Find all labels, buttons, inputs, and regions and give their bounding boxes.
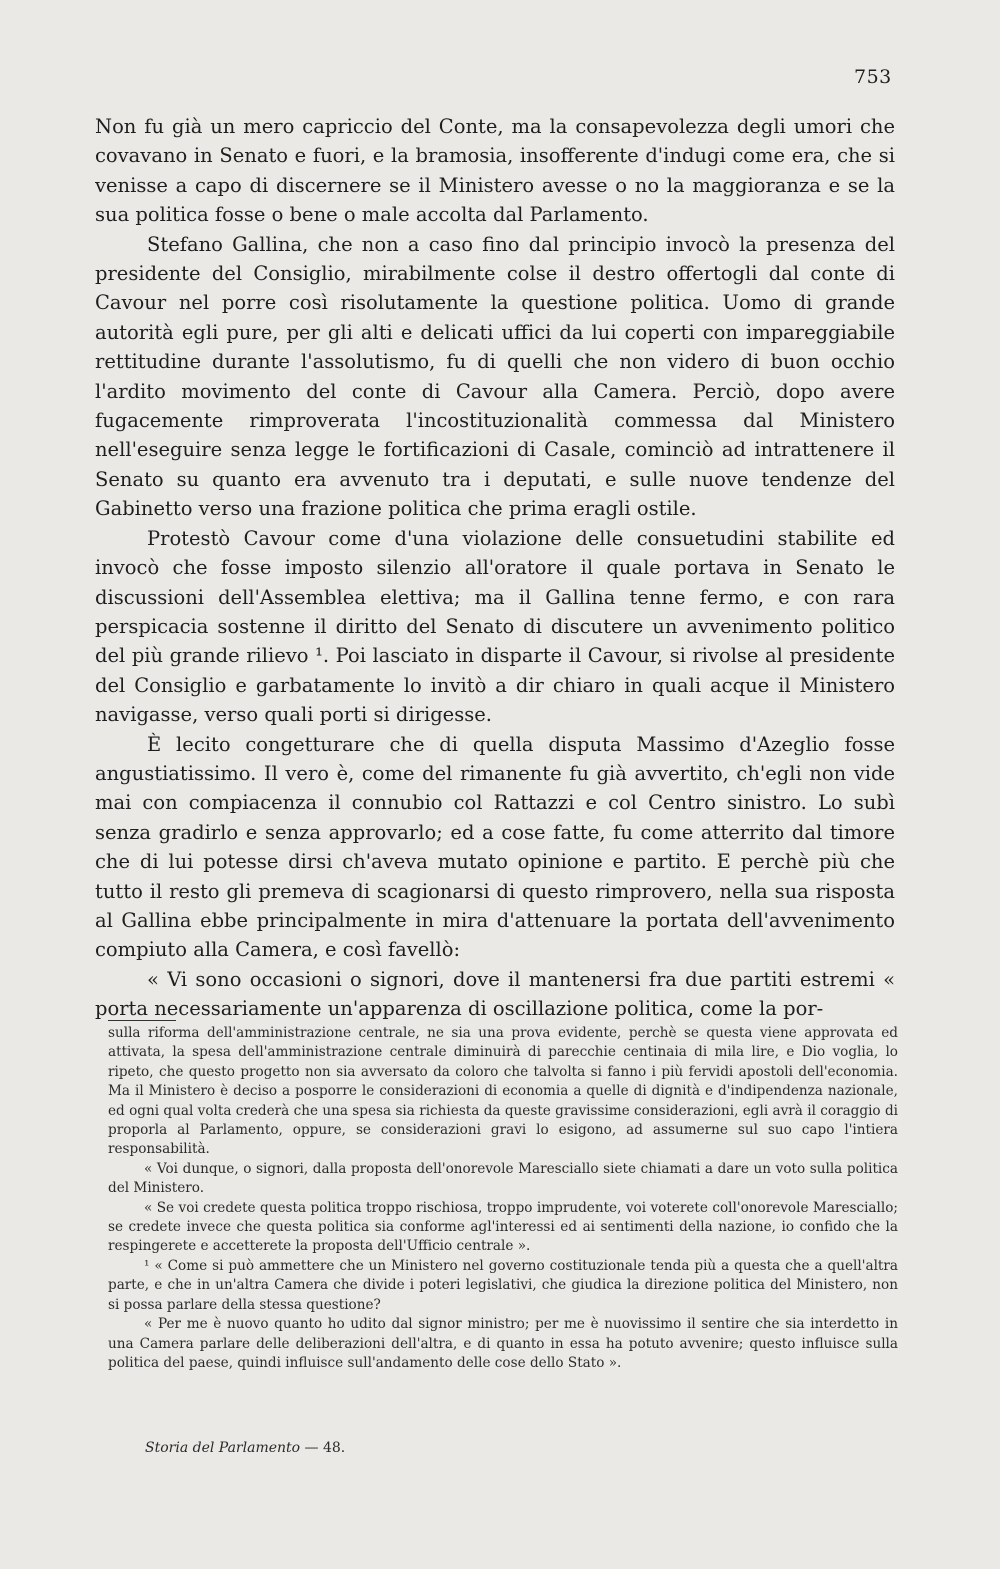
main-paragraph: Stefano Gallina, che non a caso fino dal principio invocò la presenza del presidente del Consiglio, mirabilmente colse il destro offertogli dal conte di Cavour nel porre così risolutamente la questione politica. Uomo di grande autorità egli pure, per gli alti e delicati uffici da lui coperti con impareggiabile rettitudine durante l'assolutismo, fu di quelli che non videro di buon occhio l'ardito movimento del conte di Cavour alla Camera. Perciò, dopo avere fugacemente rimproverata l'incostituzionalità commessa dal Ministero nell'eseguire senza legge le fortificazioni di Casale, cominciò ad intrattenere il Senato su quanto era avvenuto tra i deputati, e sulle nuove tendenze del Gabinetto verso una frazione politica che prima eragli ostile. <box>95 232 895 521</box>
footnote-paragraph: « Se voi credete questa politica troppo rischiosa, troppo imprudente, voi voterete coll'onorevole Maresciallo; se credete invece che questa politica sia conforme agl'interessi ed ai sentimenti della nazione, io confido che la respingerete e accetterete la proposta dell'Ufficio centrale ». <box>108 1199 898 1255</box>
footnote-separator <box>108 1020 176 1021</box>
signature-title: Storia del Parlamento <box>145 1440 301 1456</box>
page-number: 753 <box>854 66 892 88</box>
footnote-paragraph: sulla riforma dell'amministrazione centrale, ne sia una prova evidente, perchè se questa viene approvata ed attivata, la spesa dell'amministrazione centrale diminuirà di parecchie centinaia di mila lire, e Dio voglia, lo ripeto, che questo progetto non sia avversato da coloro che talvolta si fanno i più fervidi apostoli dell'economia. Ma il Ministero è deciso a posporre le considerazioni di economia a quelle di dignità e d'indipendenza nazionale, ed ogni qual volta crederà che una spesa sia richiesta da queste gravissime considerazioni, egli avrà il coraggio di proporla al Parlamento, oppure, se considerazioni gravi lo esigono, ad assumerne sul suo capo l'intiera responsabilità. <box>108 1025 898 1158</box>
main-paragraph: Protestò Cavour come d'una violazione delle consuetudini stabilite ed invocò che fosse imposto silenzio all'oratore il quale portava in Senato le discussioni dell'Assemblea elettiva; ma il Gallina tenne fermo, e con rara perspicacia sostenne il diritto del Senato di discutere un avvenimento politico del più grande rilievo ¹. Poi lasciato in disparte il Cavour, si rivolse al presidente del Consiglio e garbatamente lo invitò a dir chiaro in quali acque il Ministero navigasse, verso quali porti si dirigesse. <box>95 526 895 727</box>
footnote-paragraph: ¹ « Come si può ammettere che un Ministero nel governo costituzionale tenda più a questa che a quell'altra parte, e che in un'altra Camera che divide i poteri legislativi, che giudica la direzione politica del Ministero, non si possa parlare della stessa questione? <box>108 1257 898 1313</box>
footnote-paragraph: « Voi dunque, o signori, dalla proposta dell'onorevole Maresciallo siete chiamati a dare un voto sulla politica del Ministero. <box>108 1160 898 1197</box>
main-text <box>95 112 895 1024</box>
footnotes <box>108 1024 898 1373</box>
printer-signature <box>145 1440 345 1456</box>
main-paragraph: Non fu già un mero capriccio del Conte, ma la consapevolezza degli umori che covavano in Senato e fuori, e la bramosia, insofferente d'indugi come era, che si venisse a capo di discernere se il Ministero avesse o no la maggioranza e se la sua politica fosse o bene o male accolta dal Parlamento. <box>95 115 895 227</box>
main-paragraph: È lecito congetturare che di quella disputa Massimo d'Azeglio fosse angustiatissimo. Il vero è, come del rimanente fu già avvertito, ch'egli non vide mai con compiacenza il connubio col Rattazzi e col Centro sinistro. Lo subì senza gradirlo e senza approvarlo; ed a cose fatte, fu come atterrito dal timore che di lui potesse dirsi ch'aveva mutato opinione e partito. E perchè più che tutto il resto gli premeva di scagionarsi di questo rimprovero, nella sua risposta al Gallina ebbe principalmente in mira d'attenuare la portata dell'avvenimento compiuto alla Camera, e così favellò: <box>95 732 895 962</box>
signature-number: — 48. <box>304 1440 346 1456</box>
footnote-paragraph: « Per me è nuovo quanto ho udito dal signor ministro; per me è nuovissimo il sentire che sia interdetto in una Camera parlare delle deliberazioni dell'altra, e di quanto in essa ha potuto avvenire; questo influisce sulla politica del paese, quindi influisce sull'andamento delle cose dello Stato ». <box>108 1316 898 1371</box>
quoted-speech: « Vi sono occasioni o signori, dove il mantenersi fra due partiti estremi « porta necessariamente un'apparenza di oscillazione politica, come la por- <box>95 967 895 1021</box>
